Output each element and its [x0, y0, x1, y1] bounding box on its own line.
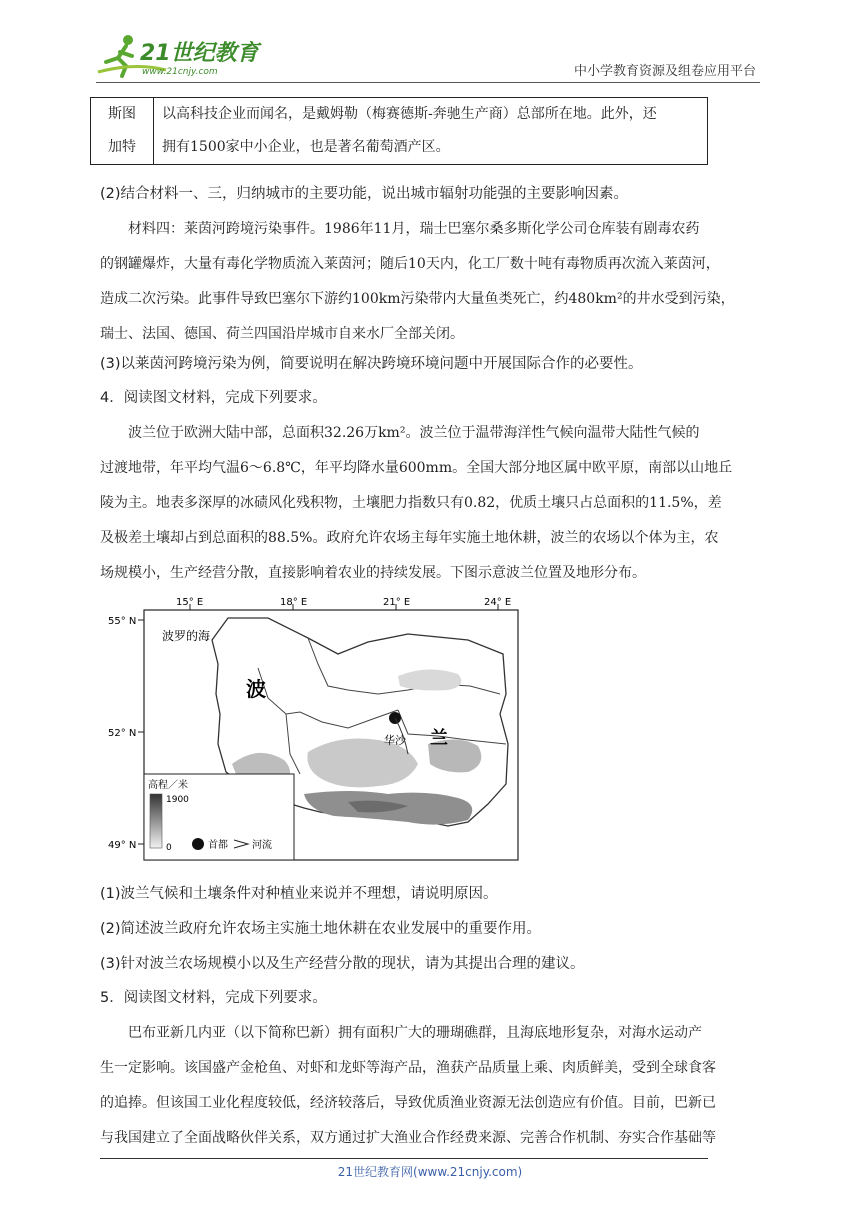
- country-label-2: 兰: [430, 728, 448, 749]
- q4-text-line: 陵为主。地表多深厚的冰碛风化残积物，土壤肥力指数只有0.82，优质土壤只占总面积的11.5%，差: [100, 495, 722, 511]
- q5-text-line: 生一定影响。该国盛产金枪鱼、对虾和龙虾等海产品，渔获产品质量上乘、肉质鲜美，受到全球食客: [100, 1060, 716, 1076]
- q4-text-line: 场规模小，生产经营分散，直接影响着农业的持续发展。下图示意波兰位置及地形分布。: [100, 565, 646, 581]
- header-divider: [96, 82, 760, 83]
- question-5-title: 5．阅读图文材料，完成下列要求。: [100, 990, 327, 1006]
- material4-line: 瑞士、法国、德国、荷兰四国沿岸城市自来水厂全部关闭。: [100, 326, 464, 342]
- q4-text-line: 波兰位于欧洲大陆中部，总面积32.26万km²。波兰位于温带海洋性气候向温带大陆性气候的: [128, 425, 700, 441]
- question-3-3: (3)以莱茵河跨境污染为例，简要说明在解决跨境环境问题中开展国际合作的必要性。: [100, 356, 643, 372]
- q5-text-line: 的追捧。但该国工业化程度较低，经济较落后，导致优质渔业资源无法创造应有价值。目前，巴新已: [100, 1095, 716, 1111]
- runner-logo-icon: [96, 32, 266, 78]
- city-name-line2: 加特: [108, 139, 136, 155]
- lon-label: 15° E: [176, 597, 204, 608]
- legend-max: 1900: [166, 795, 189, 805]
- q4-text-line: 过渡地带，年平均气温6～6.8℃，年平均降水量600mm。全国大部分地区属中欧平原，南部以山地丘: [100, 460, 733, 476]
- legend-capital-icon: [192, 838, 204, 850]
- city-table: [90, 97, 708, 165]
- logo-url: www.21cnjy.com: [142, 67, 218, 77]
- city-desc-cell: [154, 98, 708, 165]
- lon-label: 21° E: [383, 597, 411, 608]
- site-logo: [96, 32, 266, 78]
- question-4-1: (1)波兰气候和土壤条件对种植业来说并不理想，请说明原因。: [100, 886, 498, 902]
- question-3-2: (2)结合材料一、三，归纳城市的主要功能，说出城市辐射功能强的主要影响因素。: [100, 186, 629, 202]
- question-4-3: (3)针对波兰农场规模小以及生产经营分散的现状，请为其提出合理的建议。: [100, 956, 585, 972]
- footer-link[interactable]: 21世纪教育网(www.21cnjy.com): [337, 1165, 523, 1179]
- question-4-2: (2)简述波兰政府允许农场主实施土地休耕在农业发展中的重要作用。: [100, 921, 542, 937]
- footer-divider: [100, 1158, 708, 1159]
- lat-label: 55° N: [108, 616, 137, 627]
- lat-label: 49° N: [108, 840, 137, 851]
- poland-map: [108, 594, 528, 864]
- legend-river: 河流: [252, 840, 272, 851]
- material4-line: 造成二次污染。此事件导致巴塞尔下游约100km污染带内大量鱼类死亡，约480km²的井水受到污染，: [100, 291, 735, 307]
- lat-label: 52° N: [108, 728, 137, 739]
- q4-text-line: 及极差土壤却占到总面积的88.5%。政府允许农场主每年实施土地休耕，波兰的农场以个体为主，农: [100, 530, 719, 546]
- sea-label: 波罗的海: [162, 629, 211, 643]
- city-name-line1: 斯图: [108, 106, 136, 122]
- capital-label: 华沙: [384, 734, 406, 747]
- q5-text-line: 与我国建立了全面战略伙伴关系，双方通过扩大渔业合作经费来源、完善合作机制、夯实合作基础等: [100, 1130, 716, 1146]
- question-4-title: 4．阅读图文材料，完成下列要求。: [100, 390, 327, 406]
- table-row: [91, 98, 708, 165]
- city-name-cell: [91, 98, 154, 165]
- material4-line: 材料四：莱茵河跨境污染事件。1986年11月，瑞士巴塞尔桑多斯化学公司仓库装有剧毒农药: [128, 221, 700, 237]
- lon-label: 24° E: [484, 597, 512, 608]
- city-desc-line2: 拥有1500家中小企业，也是著名葡萄酒产区。: [162, 139, 450, 155]
- legend-capital: 首都: [208, 840, 228, 851]
- city-desc-line1: 以高科技企业而闻名，是戴姆勒（梅赛德斯-奔驰生产商）总部所在地。此外，还: [162, 106, 657, 122]
- q5-text-line: 巴布亚新几内亚（以下简称巴新）拥有面积广大的珊瑚礁群，且海底地形复杂，对海水运动产: [128, 1025, 702, 1041]
- elevation-scale: [150, 794, 162, 848]
- country-label-1: 波: [246, 677, 266, 701]
- lon-label: 18° E: [280, 597, 308, 608]
- platform-title: 中小学教育资源及组卷应用平台: [573, 64, 756, 79]
- logo-text: 21世纪教育: [140, 41, 259, 66]
- legend-min: 0: [166, 843, 172, 853]
- material4-line: 的钢罐爆炸，大量有毒化学物质流入莱茵河；随后10天内，化工厂数十吨有毒物质再次流入莱茵河，: [100, 256, 720, 272]
- legend-title: 高程／米: [148, 780, 188, 791]
